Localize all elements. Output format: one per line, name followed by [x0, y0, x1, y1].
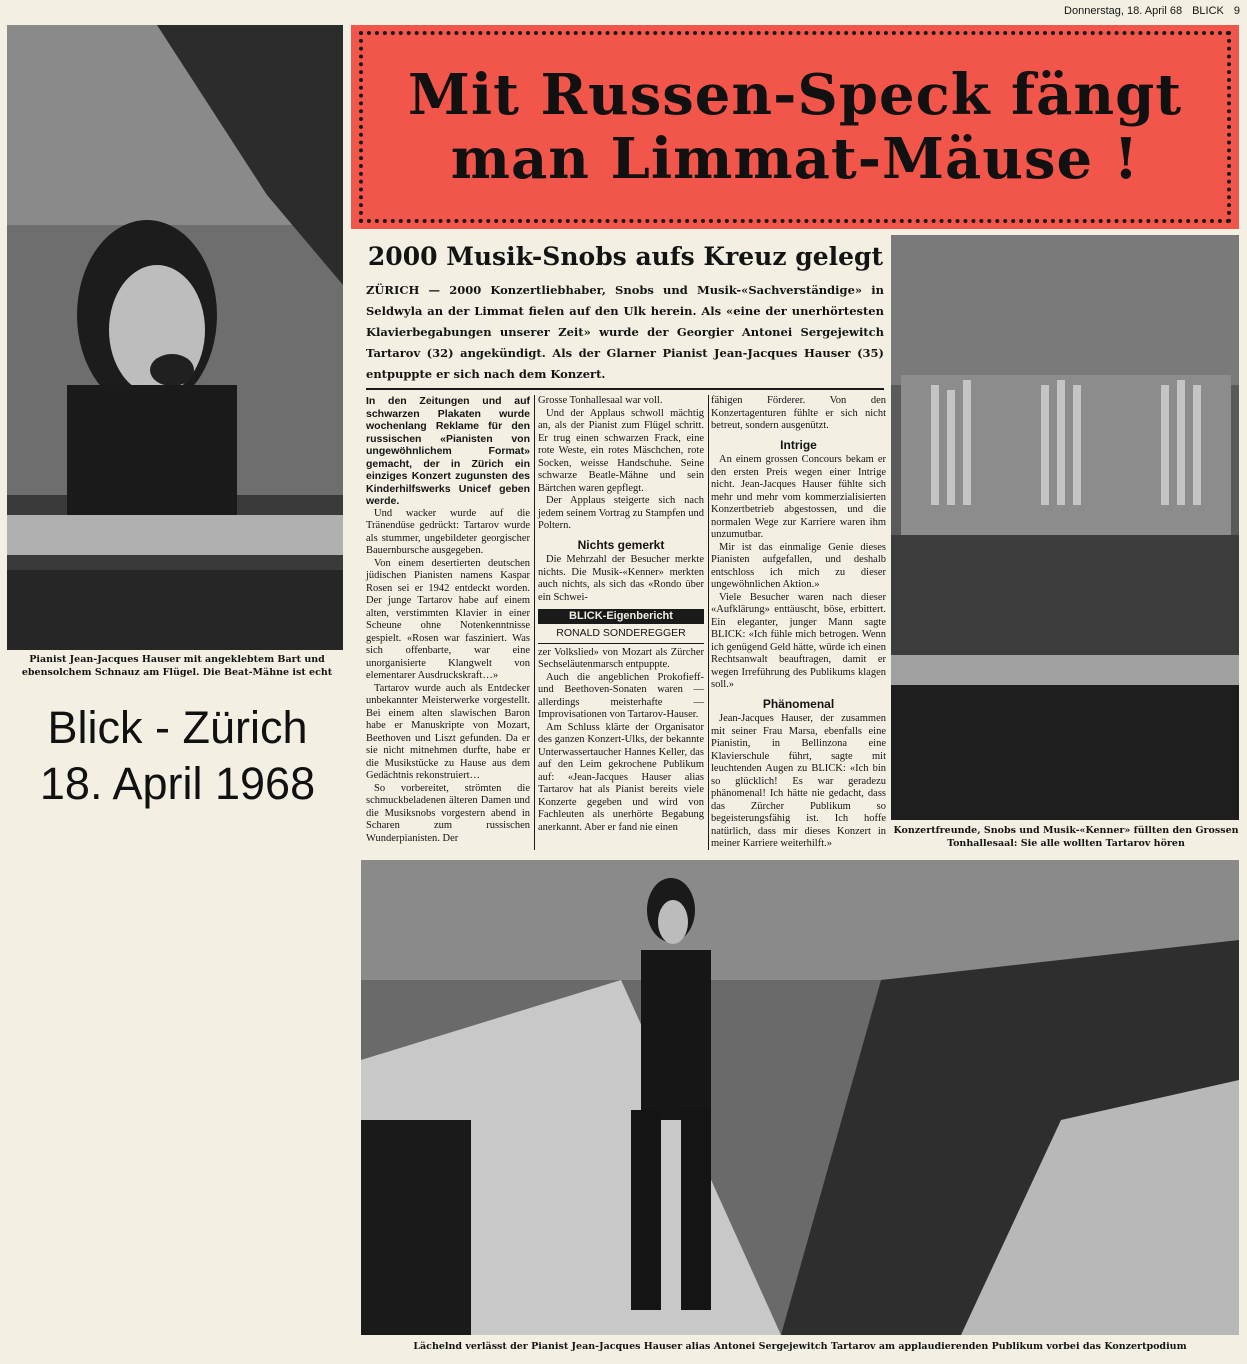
col2-p6: Am Schluss klärte der Organisator des ganzen Konzert-Ulks, der bekannte Unterwassertaucher Hannes Keller, das auf den Leim gekrochene Publikum auf: «Jean-Jacques Hauser alias Tartarov hat als Pianist bereits viele Konzerte gegeben und wird von Fachleuten als unerhörte Begabung anerkannt. Aber er fand nie einen [538, 721, 704, 833]
annotation [5, 700, 350, 812]
col1-p4: So vorbereitet, strömten die schmuckbeladenen älteren Damen und die Musiksnobs vorgestern abend in Scharen zum russischen Wunderpianisten. Der [366, 782, 530, 844]
col3-p2: Mir ist das einmalige Genie dieses Pianisten aufgefallen, und deshalb entschloss ich mich zu dieser ungewöhnlichen Aktion.» [711, 541, 886, 590]
col2-p0: Grosse Tonhallesaal war voll. [538, 395, 663, 406]
concert-hall-photo [891, 235, 1239, 820]
hall-caption: Konzertfreunde, Snobs und Musik-«Kenner» füllten den Grossen Tonhallesaal: Sie alle wollten Tartarov hören [893, 825, 1239, 849]
bottom-caption: Lächelnd verlässt der Pianist Jean-Jacques Hauser alias Antonei Sergejewitch Tartarov am applaudierenden Publikum vorbei das Konzertpodium [413, 1341, 1187, 1352]
col2-p4: zer Volkslied» von Mozart als Zürcher Sechseläutenmarsch entpuppte. [538, 646, 704, 670]
annotation-line2: 18. April 1968 [39, 758, 316, 809]
col1-lead: In den Zeitungen und auf schwarzen Plakaten wurde wochenlang Reklame für den russischen «Pianisten von ungewöhnlichem Format» gemacht, der in Zürich ein einziges Konzert zugunsten des Kinderhilfswerks Unicef geben werde. [366, 395, 530, 507]
col3-p3: Viele Besucher waren nach dieser «Aufklärung» enttäuscht, böse, erbittert. Ein eleganter, junger Mann sagte BLICK: «Ich fühle mich betrogen. Wenn ich genügend Geld hätte, würde ich einen Rechtsanwalt beauftragen, damit er wegen Irreführung des Publikums klagen soll.» [711, 591, 886, 690]
pianist-caption: Pianist Jean-Jacques Hauser mit angeklebtem Bart und ebensolchem Schnauz am Flügel. Die Beat-Mähne ist echt [21, 654, 333, 678]
masthead-page: 9 [1233, 5, 1240, 17]
intro: ZÜRICH — 2000 Konzertliebhaber, Snobs und Musik-«Sachverständige» in Seldwyla an der Limmat fielen auf den Ulk herein. Als «eine der unerhörtesten Klavierbegabungen unserer Zeit» wurde der Georgier Antonei Sergejewitch Tartarov (32) angekündigt. Als der Glarner Pianist Jean-Jacques Hauser (35) entpuppte er sich nach dem Konzert. [366, 283, 884, 381]
headline-box [351, 25, 1239, 229]
annotation-line1: Blick - Zürich [47, 702, 308, 753]
col2-p3: Die Mehrzahl der Besucher merkte nichts. Die Musik-«Kenner» merkten auch nichts, als sich das «Rondo über ein Schwei- [538, 554, 704, 603]
pianist-photo [7, 25, 343, 650]
masthead-paper: BLICK [1192, 5, 1224, 17]
col3-p1: An einem grossen Concours bekam er den ersten Preis wegen einer Intrige nicht. Jean-Jacques Hauser fühlte sich mehr und mehr vom kommerzialisierten Konzertbetrieb abgestossen, und die normalen Wege zur Karriere waren ihm unzumutbar. [711, 454, 886, 540]
column-divider-1 [534, 395, 535, 850]
intro-rule [366, 388, 884, 390]
exit-photo [361, 860, 1239, 1335]
column-1 [366, 395, 530, 845]
headline-text [371, 63, 1219, 191]
col2-p1: Und der Applaus schwoll mächtig an, als der Pianist zum Flügel schritt. Er trug einen schwarzen Frack, eine rote Weste, ein rotes Mäschchen, rote Socken, weisse Handschuhe. Seine schwarze Beatle-Mähne und sein Bärtchen waren gepflegt. [538, 407, 704, 494]
byline-author: RONALD SONDEREGGER [538, 627, 704, 644]
col3-p4: Jean-Jacques Hauser, der zusammen mit seiner Frau Marsa, ebenfalls eine Pianistin, in Bellinzona eine Klavierschule führt, sagte mit leuchtenden Augen zu BLICK: «Ich bin so glücklich! Es war geradezu phänomenal! Ich hätte nie gedacht, dass das Zürcher Publikum so begeisterungsfähig ist. Ich hoffe natürlich, dass mir dieses Konzert in meiner Karriere weiterhilft.» [711, 713, 886, 849]
col2-p5: Auch die angeblichen Prokofieff- und Beethoven-Sonaten waren — allerdings meisterhafte — Improvisationen von Tartarov-Hauser. [538, 671, 704, 720]
column-divider-2 [708, 395, 709, 850]
col3-heading-intrige: Intrige [780, 437, 817, 452]
col1-p3: Tartarov wurde auch als Entdecker unbekannter Meisterwerke vorgestellt. Bei einem alten slawischen Baron habe er Manuskripte von Mozart, Beethoven und Liszt gefunden. Da er sie nicht mitnehmen durfte, habe er die Musikstücke zu Hause aus dem Gedächtnis rekonstruiert… [366, 682, 530, 781]
col2-p2: Der Applaus steigerte sich nach jedem seinem Vortrag zu Stampfen und Poltern. [538, 495, 704, 531]
col1-p1: Und wacker wurde auf die Tränendüse gedrückt: Tartarov wurde als stummer, ungebildeter georgischer Bauernbursche ausgegeben. [366, 507, 530, 556]
byline-badge: BLICK-Eigenbericht [538, 609, 704, 624]
column-2 [538, 395, 704, 834]
masthead-date: Donnerstag, 18. April 68 [1064, 5, 1183, 17]
col3-p0: fähigen Förderer. Von den Konzertagenturen fühlte er sich nicht betreut, sondern ausgenützt. [711, 395, 886, 431]
subheadline: 2000 Musik-Snobs aufs Kreuz gelegt [367, 242, 884, 271]
column-3 [711, 395, 886, 851]
headline-line2: man Limmat-Mäuse ! [450, 126, 1140, 192]
col3-heading-phaenomenal: Phänomenal [762, 696, 835, 711]
col1-p2: Von einem desertierten deutschen jüdischen Pianisten namens Kaspar Rosen sei er 1942 entdeckt worden. Der junge Tartarov habe auf einem alten, verstimmten Klavier in einer Scheune ohne Notenkenntnisse gespielt. «Rosen war fasziniert. Was sich offenbarte, war eine unorganisierte Klangwelt von elementarer Ausdruckskraft…» [366, 557, 530, 681]
col2-heading: Nichts gemerkt [577, 537, 665, 552]
masthead [1030, 5, 1240, 21]
headline-line1: Mit Russen-Speck fängt [407, 62, 1183, 128]
